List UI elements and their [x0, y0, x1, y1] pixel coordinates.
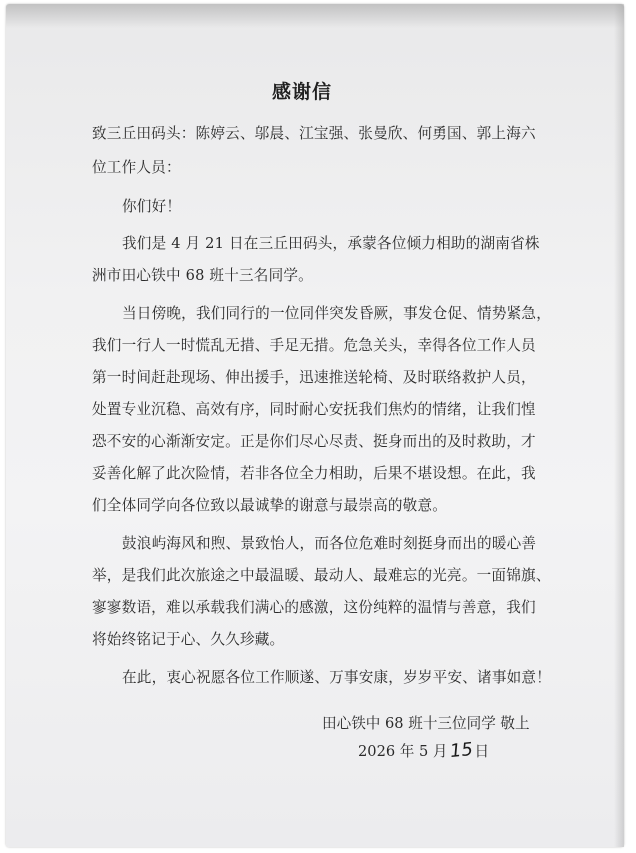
- letter-paragraph-line: 我们是 4 月 21 日在三丘田码头，承蒙各位倾力相助的湖南省株: [122, 235, 540, 252]
- letter-closing-wish: 在此，衷心祝愿各位工作顺遂、万事安康，岁岁平安、诸事如意！: [122, 669, 552, 686]
- letter-date-prefix: 2026 年 5 月: [358, 743, 448, 760]
- letter-title: 感谢信: [271, 81, 332, 103]
- letter-paragraph-line: 处置专业沉稳、高效有序，同时耐心安抚我们焦灼的情绪，让我们惶: [92, 401, 536, 418]
- letter-greeting: 你们好！: [122, 198, 182, 215]
- letter-salutation-line: 致三丘田码头：陈婷云、邬晨、江宝强、张曼欣、何勇国、郭上海六: [92, 125, 536, 142]
- letter-paragraph-line: 举，是我们此次旅途之中最温暖、最动人、最难忘的光亮。一面锦旗、: [92, 567, 551, 584]
- letter-salutation-line: 位工作人员：: [92, 159, 181, 176]
- letter-paragraph-line: 鼓浪屿海风和煦、景致怡人，而各位危难时刻挺身而出的暖心善: [122, 535, 537, 552]
- letter-date-day-handwritten: 15: [448, 738, 474, 763]
- letter-paragraph-line: 第一时间赶赴现场、伸出援手，迅速推送轮椅、及时联络救护人员，: [92, 369, 536, 386]
- letter-paragraph-line: 寥寥数语，难以承载我们满心的感激，这份纯粹的温情与善意，我们: [92, 599, 536, 616]
- letter-paragraph-line: 当日傍晚，我们同行的一位同伴突发昏厥，事发仓促、情势紧急，: [122, 305, 552, 322]
- letter-paragraph-line: 妥善化解了此次险情，若非各位全力相助，后果不堪设想。在此，我: [92, 465, 536, 482]
- letter-date: [358, 740, 489, 761]
- letter-paragraph-line: 我们一行人一时慌乱无措、手足无措。危急关头，幸得各位工作人员: [92, 337, 536, 354]
- letter-paragraph-line: 将始终铭记于心、久久珍藏。: [92, 631, 285, 648]
- letter-paragraph-line: 恐不安的心渐渐安定。正是你们尽心尽责、挺身而出的及时救助，才: [92, 433, 536, 450]
- letter-paragraph-line: 洲市田心铁中 68 班十三名同学。: [92, 267, 313, 284]
- letter-signature: 田心铁中 68 班十三位同学 敬上: [322, 715, 530, 732]
- letter-paragraph-line: 们全体同学向各位致以最诚挚的谢意与最崇高的敬意。: [92, 497, 448, 514]
- letter-date-suffix: 日: [474, 743, 490, 760]
